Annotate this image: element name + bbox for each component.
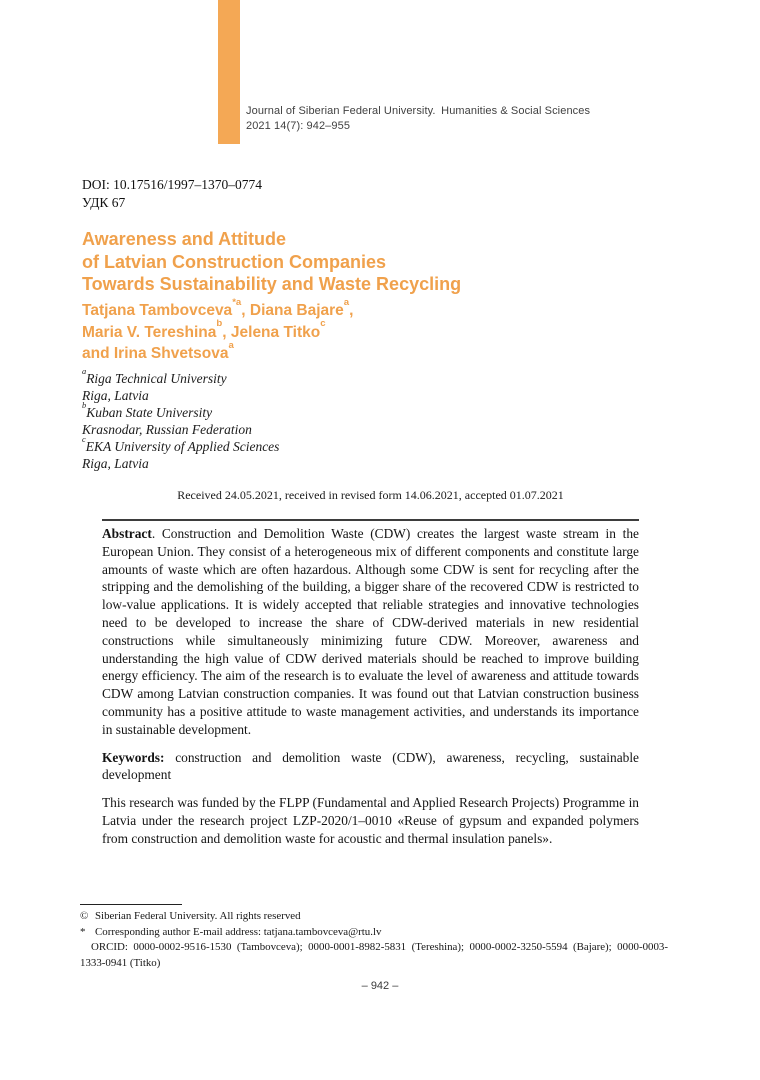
- author-affiliation-sup: c: [320, 318, 326, 330]
- funding-paragraph: This research was funded by the FLPP (Fundamental and Applied Research Projects) Programme in Latvia under the research project LZP-2020/1–0010 «Reuse of gypsum and expanded polymers from construction and demolition waste for acoustic and thermal insulation panels».: [102, 795, 639, 846]
- affiliations-block: [82, 366, 280, 472]
- doi-line: DOI: 10.17516/1997–1370–0774: [82, 177, 262, 192]
- affiliation-line: [82, 400, 279, 421]
- footnotes-block: [80, 909, 668, 971]
- author-affiliation-sup: a: [228, 339, 234, 351]
- copyright-symbol: ©: [80, 910, 89, 922]
- author-affiliation-sup: *a: [232, 296, 242, 308]
- affiliation-text: EKA University of Applied Sciences: [85, 439, 280, 454]
- abstract-paragraph: [102, 525, 639, 739]
- copyright-text: Siberian Federal University. All rights reserved: [95, 910, 301, 922]
- keywords-label: Keywords:: [102, 749, 165, 765]
- affiliation-text: Riga, Latvia: [82, 456, 149, 471]
- affiliation-sup: a: [82, 366, 87, 376]
- author-affiliation-sup: a: [343, 296, 350, 308]
- udk-line: УДК 67: [82, 194, 126, 210]
- affiliation-line: [82, 455, 279, 472]
- journal-header: [246, 104, 590, 134]
- page-number: – 942 –: [361, 980, 399, 992]
- authors-block: [82, 296, 354, 365]
- corresponding-author-text: Corresponding author E-mail address: tatjana.tambovceva@rtu.lv: [95, 925, 382, 938]
- author-name: Maria V. Tereshina: [82, 323, 217, 341]
- affiliation-line: [82, 387, 279, 404]
- affiliation-line: [82, 434, 280, 455]
- copyright-line: [80, 909, 668, 925]
- journal-accent-bar: [218, 0, 240, 144]
- author-name: Tatjana Tambovceva: [82, 302, 233, 319]
- footnote-divider-rule: [80, 904, 182, 905]
- author-name: , Jelena Titko: [222, 323, 321, 341]
- journal-issue-pages: 2021 14(7): 942–955: [246, 120, 351, 132]
- title-line-3: Towards Sustainability and Waste Recycling: [82, 274, 462, 294]
- corresponding-author-line: [80, 925, 668, 941]
- keywords-paragraph: [102, 749, 639, 785]
- affiliation-text: Kuban State University: [86, 405, 213, 420]
- affiliation-text: Riga Technical University: [86, 371, 227, 386]
- keywords-text: construction and demolition waste (CDW), awareness, recycling, sustainable development: [102, 749, 639, 783]
- journal-name: Journal of Siberian Federal University. Humanities & Social Sciences: [246, 105, 591, 117]
- abstract-text: . Construction and Demolition Waste (CDW) creates the largest waste stream in the European Union. They consist of a heterogeneous mix of different components and constitute large amounts of waste which are often hazardous. Although some CDW is sent for recycling after the stripping and the demolishing of the building, a bigger share of the recovered CDW is restricted to low-value applications. It is widely accepted that reliable strategies and innovative technologies need to be developed to increase the share of CDW-derived materials in new residential constructions while simultaneously minimizing future CDW. Moreover, awareness and understanding the high value of CDW derived materials should be reached to improve building energy efficiency. The aim of the research is to evaluate the level of awareness and attitude towards CDW among Latvian construction companies. It was found out that Latvian construction business community has a positive attitude to waste management activities, and understands its importance in sustainable development.: [102, 526, 639, 737]
- affiliation-text: Krasnodar, Russian Federation: [82, 422, 252, 437]
- received-dates: Received 24.05.2021, received in revised form 14.06.2021, accepted 01.07.2021: [177, 488, 564, 502]
- abstract-label: Abstract: [102, 526, 152, 541]
- asterisk-marker: *: [80, 925, 86, 938]
- title-line-1: Awareness and Attitude: [82, 229, 287, 249]
- abstract-divider-rule: [102, 519, 639, 521]
- article-title: [82, 228, 461, 296]
- author-name: , Diana Bajare: [241, 302, 344, 319]
- front-matter-text: [102, 525, 639, 848]
- authors-line-2: [82, 318, 353, 344]
- identifiers-block: [82, 176, 262, 211]
- author-name: and Irina Shvetsova: [82, 345, 229, 362]
- title-line-2: of Latvian Construction Companies: [82, 251, 387, 272]
- author-separator: ,: [349, 302, 354, 319]
- author-affiliation-sup: b: [216, 318, 223, 330]
- affiliation-text: Riga, Latvia: [82, 388, 149, 403]
- affiliation-line: [82, 421, 279, 438]
- affiliation-line: [82, 366, 279, 387]
- authors-line-3: [82, 339, 353, 365]
- orcid-line: ORCID: 0000-0002-9516-1530 (Tambovceva); 0000-0001-8982-5831 (Tereshina); 0000-0002-3250-5594 (Bajare); 0000-0003-1333-0941 (Titko): [80, 941, 668, 969]
- affiliation-sup: c: [82, 434, 86, 444]
- affiliation-sup: b: [82, 400, 87, 410]
